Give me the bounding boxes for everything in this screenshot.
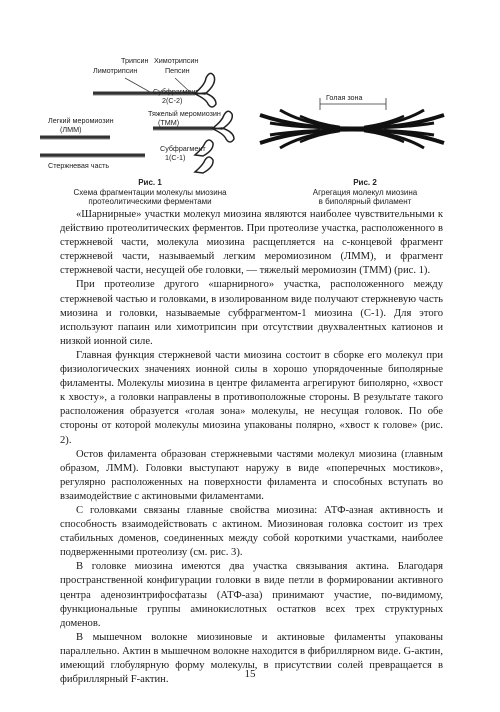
label-subfragment1-code: 1(С-1) bbox=[165, 153, 186, 162]
label-lmm: Легкий меромиозин bbox=[48, 116, 114, 125]
paragraph-3: Главная функция стержневой части миозина состоит в сборке его молекул при физиологических значениях ионной силы в хорошо упорядоченные биполярные филаменты. Молекулы миозина в центре филамента агрегируют биполярно, «хвост к хвосту», а головки направлены в противоположные стороны. В результате такого расположения образуется «голая зона» молекулы, не несущая головок. По обе стороны от которой молекулы миозина упакованы полярно, «хвост к голове» (рис. 2). bbox=[60, 349, 443, 446]
paragraph-4: Остов филамента образован стержневыми частями молекул миозина (главным образом, ЛММ). Головки выступают наружу в виде «поперечных мостиков», регулярно расположенных на поверхности филамента и способных вступать во взаимодействие с актиновыми филаментами. bbox=[60, 448, 443, 502]
body-text bbox=[60, 208, 443, 687]
label-bare-zone: Голая зона bbox=[326, 93, 363, 102]
figure1-caption bbox=[60, 178, 240, 207]
label-trypsin: Трипсин bbox=[121, 56, 149, 65]
rod-fragment bbox=[40, 155, 145, 157]
page-number: 15 bbox=[244, 668, 256, 680]
label-tmm-code: (ТММ) bbox=[158, 118, 180, 127]
paragraph-2: При протеолизе другого «шарнирного» участка, расположенного между стержневой частью и головками, в изолированном виде получают стержневую часть миозина и головки, называемые субфрагментом-1 миозина (С-1). Для этого используют папаин или химотрипсин при отсутствии двухвалентных катионов и низкой ионной силе. bbox=[60, 279, 443, 347]
figure2-caption bbox=[290, 178, 440, 207]
label-subfragment2-code: 2(С-2) bbox=[162, 96, 183, 105]
label-subfragment1: Субфрагмент bbox=[160, 144, 206, 153]
lmm-fragment bbox=[40, 137, 110, 139]
label-limotrypsin: Лимотрипсин bbox=[93, 66, 138, 75]
label-subfragment2: Субфрагмент bbox=[153, 87, 199, 96]
label-tmm: Тяжелый меромиозин bbox=[148, 109, 221, 118]
figure1-caption-line1: Схема фрагментации молекулы миозина bbox=[73, 187, 227, 197]
figure2-caption-line2: в биполярный филамент bbox=[318, 197, 412, 206]
figure1-caption-number: Рис. 1 bbox=[138, 178, 162, 187]
paragraph-7: В мышечном волокне миозиновые и актиновые филаменты упакованы параллельно. Актин в мышечном волокне находится в фибриллярном виде. G-актин, имеющий глобулярную форму молекулы, в присутствии солей превращается в фибриллярный F-актин. bbox=[60, 631, 444, 686]
label-lmm-code: (ЛММ) bbox=[60, 125, 82, 134]
label-pepsin: Пепсин bbox=[165, 66, 190, 75]
paragraph-6: В головке миозина имеются два участка связывания актина. Благодаря пространственной конфигурации головки в виде петли в формировании активного центра аденозинтрифосфатазы (АТФ-аза) принимают участие, по-видимому, функциональные группы аминокислотных остатков всех трех структурных доменов. bbox=[60, 561, 443, 629]
paragraph-5: С головками связаны главные свойства миозина: АТФ-азная активность и способность взаимодействовать с актином. Миозиновая головка состоит из трех стабильных доменов, соединенных между собой короткими участками, наиболее подверженными протеолизу (см. рис. 3). bbox=[60, 504, 443, 559]
figure2-diagram bbox=[260, 98, 444, 148]
label-rod: Стержневая часть bbox=[48, 161, 110, 170]
figure1-caption-line2: протеолитическими ферментами bbox=[88, 197, 212, 206]
figure2-caption-number: Рис. 2 bbox=[353, 178, 377, 187]
figure2-caption-line1: Агрегация молекул миозина bbox=[312, 187, 418, 197]
paragraph-1: «Шарнирные» участки молекул миозина являются наиболее чувствительными к действию протеолитических ферментов. При протеолизе участка, расположенного в стержневой части, молекула миозина расщепляется на с-концевой фрагмент стержневой части, называемый легким меромиозином (ЛММ), и фрагмент стержневой части, несущей обе головки, — тяжелый меромиозин (ТММ) (рис. 1). bbox=[60, 209, 443, 277]
label-chymotrypsin: Химотрипсин bbox=[154, 56, 199, 65]
figures-area bbox=[0, 0, 500, 215]
